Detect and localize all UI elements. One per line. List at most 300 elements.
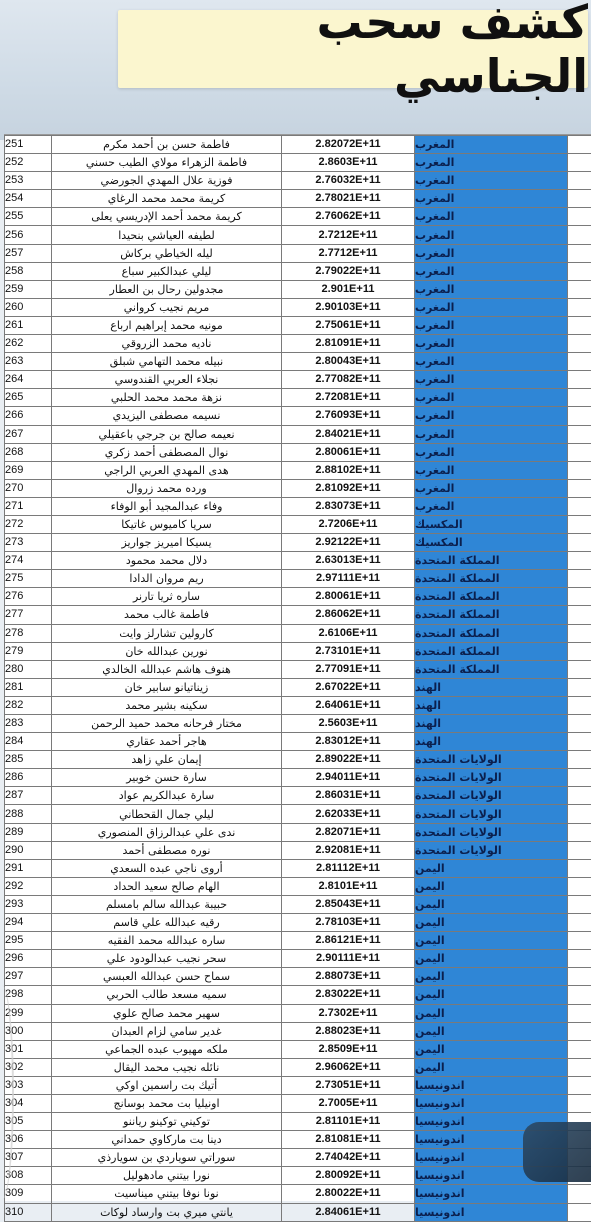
id-number-cell[interactable]: 2.78021E+11 bbox=[282, 190, 415, 208]
empty-cell[interactable] bbox=[568, 678, 591, 696]
name-cell[interactable]: زيناتيانو سابير خان bbox=[52, 678, 282, 696]
row-number-cell[interactable]: 292 bbox=[5, 877, 52, 895]
row-number-cell[interactable]: 284 bbox=[5, 733, 52, 751]
table-row bbox=[5, 389, 591, 407]
name-cell[interactable]: كريمة محمد أحمد الإدريسي يعلى bbox=[52, 208, 282, 226]
empty-cell[interactable] bbox=[568, 660, 591, 678]
name-cell[interactable]: ساره عبدالله محمد الفقيه bbox=[52, 932, 282, 950]
country-cell[interactable]: الولايات المتحدة bbox=[415, 787, 568, 805]
name-cell[interactable]: دلال محمد محمود bbox=[52, 552, 282, 570]
row-number-cell[interactable]: 267 bbox=[5, 425, 52, 443]
country-cell[interactable]: اندونيسيا bbox=[415, 1094, 568, 1112]
row-number-cell[interactable]: 289 bbox=[5, 823, 52, 841]
row-number-cell[interactable]: 263 bbox=[5, 353, 52, 371]
empty-cell[interactable] bbox=[568, 407, 591, 425]
empty-cell[interactable] bbox=[568, 479, 591, 497]
empty-cell[interactable] bbox=[568, 461, 591, 479]
country-cell[interactable]: الهند bbox=[415, 678, 568, 696]
row-number-cell[interactable]: 310 bbox=[5, 1203, 52, 1221]
empty-cell[interactable] bbox=[568, 1022, 591, 1040]
country-cell[interactable]: اليمن bbox=[415, 1058, 568, 1076]
row-number-cell[interactable]: 281 bbox=[5, 678, 52, 696]
country-cell[interactable]: المغرب bbox=[415, 479, 568, 497]
empty-cell[interactable] bbox=[568, 552, 591, 570]
name-cell[interactable]: وفاء عبدالمجيد أبو الوفاء bbox=[52, 497, 282, 515]
name-cell[interactable]: نبيله محمد التهامي شبلق bbox=[52, 353, 282, 371]
id-number-cell[interactable]: 2.77082E+11 bbox=[282, 371, 415, 389]
id-number-cell[interactable]: 2.7005E+11 bbox=[282, 1094, 415, 1112]
id-number-cell[interactable]: 2.62033E+11 bbox=[282, 805, 415, 823]
country-cell[interactable]: الولايات المتحدة bbox=[415, 805, 568, 823]
id-number-cell[interactable]: 2.88102E+11 bbox=[282, 461, 415, 479]
row-number-cell[interactable]: 274 bbox=[5, 552, 52, 570]
name-cell[interactable]: مونيه محمد إبراهيم ارباع bbox=[52, 316, 282, 334]
row-number-cell[interactable]: 282 bbox=[5, 696, 52, 714]
empty-cell[interactable] bbox=[568, 733, 591, 751]
empty-cell[interactable] bbox=[568, 1203, 591, 1221]
empty-cell[interactable] bbox=[568, 715, 591, 733]
row-number-cell[interactable]: 272 bbox=[5, 515, 52, 533]
empty-cell[interactable] bbox=[568, 244, 591, 262]
name-cell[interactable]: كريمة محمد محمد الرغاي bbox=[52, 190, 282, 208]
id-number-cell[interactable]: 2.92081E+11 bbox=[282, 841, 415, 859]
empty-cell[interactable] bbox=[568, 606, 591, 624]
id-number-cell[interactable]: 2.84021E+11 bbox=[282, 425, 415, 443]
empty-cell[interactable] bbox=[568, 877, 591, 895]
name-cell[interactable]: نزهة محمد محمد الحلبي bbox=[52, 389, 282, 407]
row-number-cell[interactable]: 252 bbox=[5, 154, 52, 172]
name-cell[interactable]: سارة حسن خوبير bbox=[52, 769, 282, 787]
name-cell[interactable]: اونيليا بت محمد بوسانج bbox=[52, 1094, 282, 1112]
country-cell[interactable]: المغرب bbox=[415, 443, 568, 461]
empty-cell[interactable] bbox=[568, 389, 591, 407]
country-cell[interactable]: المملكة المتحدة bbox=[415, 624, 568, 642]
empty-cell[interactable] bbox=[568, 787, 591, 805]
empty-cell[interactable] bbox=[568, 208, 591, 226]
country-cell[interactable]: الولايات المتحدة bbox=[415, 841, 568, 859]
country-cell[interactable]: الولايات المتحدة bbox=[415, 751, 568, 769]
row-number-cell[interactable]: 256 bbox=[5, 226, 52, 244]
id-number-cell[interactable]: 2.83073E+11 bbox=[282, 497, 415, 515]
empty-cell[interactable] bbox=[568, 515, 591, 533]
country-cell[interactable]: اندونيسيا bbox=[415, 1167, 568, 1185]
id-number-cell[interactable]: 2.86121E+11 bbox=[282, 932, 415, 950]
id-number-cell[interactable]: 2.96062E+11 bbox=[282, 1058, 415, 1076]
country-cell[interactable]: المغرب bbox=[415, 154, 568, 172]
name-cell[interactable]: رقيه عبدالله علي قاسم bbox=[52, 914, 282, 932]
name-cell[interactable]: نجلاء العربي القندوسي bbox=[52, 371, 282, 389]
country-cell[interactable]: المكسيك bbox=[415, 515, 568, 533]
name-cell[interactable]: مختار فرحانه محمد حميد الرحمن bbox=[52, 715, 282, 733]
row-number-cell[interactable]: 293 bbox=[5, 895, 52, 913]
row-number-cell[interactable]: 279 bbox=[5, 642, 52, 660]
empty-cell[interactable] bbox=[568, 823, 591, 841]
name-cell[interactable]: فاطمة غالب محمد bbox=[52, 606, 282, 624]
country-cell[interactable]: المغرب bbox=[415, 497, 568, 515]
country-cell[interactable]: المغرب bbox=[415, 208, 568, 226]
row-number-cell[interactable]: 280 bbox=[5, 660, 52, 678]
row-number-cell[interactable]: 308 bbox=[5, 1167, 52, 1185]
id-number-cell[interactable]: 2.8509E+11 bbox=[282, 1040, 415, 1058]
row-number-cell[interactable]: 283 bbox=[5, 715, 52, 733]
name-cell[interactable]: ساره ثريا تارنر bbox=[52, 588, 282, 606]
country-cell[interactable]: المغرب bbox=[415, 425, 568, 443]
country-cell[interactable]: الهند bbox=[415, 696, 568, 714]
name-cell[interactable]: نورين عبدالله خان bbox=[52, 642, 282, 660]
id-number-cell[interactable]: 2.80022E+11 bbox=[282, 1185, 415, 1203]
empty-cell[interactable] bbox=[568, 895, 591, 913]
name-cell[interactable]: هنوف هاشم عبدالله الخالدي bbox=[52, 660, 282, 678]
row-number-cell[interactable]: 268 bbox=[5, 443, 52, 461]
id-number-cell[interactable]: 2.81091E+11 bbox=[282, 335, 415, 353]
empty-cell[interactable] bbox=[568, 751, 591, 769]
empty-cell[interactable] bbox=[568, 914, 591, 932]
id-number-cell[interactable]: 2.76093E+11 bbox=[282, 407, 415, 425]
row-number-cell[interactable]: 288 bbox=[5, 805, 52, 823]
row-number-cell[interactable]: 301 bbox=[5, 1040, 52, 1058]
row-number-cell[interactable]: 257 bbox=[5, 244, 52, 262]
row-number-cell[interactable]: 309 bbox=[5, 1185, 52, 1203]
name-cell[interactable]: سحر نجيب عبدالودود علي bbox=[52, 950, 282, 968]
empty-cell[interactable] bbox=[568, 1094, 591, 1112]
empty-cell[interactable] bbox=[568, 534, 591, 552]
id-number-cell[interactable]: 2.94011E+11 bbox=[282, 769, 415, 787]
country-cell[interactable]: اليمن bbox=[415, 914, 568, 932]
country-cell[interactable]: المغرب bbox=[415, 335, 568, 353]
id-number-cell[interactable]: 2.89022E+11 bbox=[282, 751, 415, 769]
row-number-cell[interactable]: 278 bbox=[5, 624, 52, 642]
name-cell[interactable]: أتيك بت راسمين اوكي bbox=[52, 1076, 282, 1094]
row-number-cell[interactable]: 254 bbox=[5, 190, 52, 208]
name-cell[interactable]: ورده محمد زروال bbox=[52, 479, 282, 497]
id-number-cell[interactable]: 2.72081E+11 bbox=[282, 389, 415, 407]
name-cell[interactable]: نورا بيتني مادهوليل bbox=[52, 1167, 282, 1185]
name-cell[interactable]: مجدولين رحال بن العطار bbox=[52, 280, 282, 298]
country-cell[interactable]: اليمن bbox=[415, 932, 568, 950]
id-number-cell[interactable]: 2.80061E+11 bbox=[282, 588, 415, 606]
country-cell[interactable]: اليمن bbox=[415, 1004, 568, 1022]
empty-cell[interactable] bbox=[568, 805, 591, 823]
id-number-cell[interactable]: 2.80092E+11 bbox=[282, 1167, 415, 1185]
name-cell[interactable]: نعيمه صالح بن جرجي باعقيلي bbox=[52, 425, 282, 443]
country-cell[interactable]: المغرب bbox=[415, 172, 568, 190]
row-number-cell[interactable]: 260 bbox=[5, 298, 52, 316]
name-cell[interactable]: فوزية علال المهدي الجورضي bbox=[52, 172, 282, 190]
name-cell[interactable]: ليلي عبدالكبير سباع bbox=[52, 262, 282, 280]
name-cell[interactable]: يسيكا اميريز جواريز bbox=[52, 534, 282, 552]
id-number-cell[interactable]: 2.86031E+11 bbox=[282, 787, 415, 805]
row-number-cell[interactable]: 259 bbox=[5, 280, 52, 298]
name-cell[interactable]: سارة عبدالكريم عواد bbox=[52, 787, 282, 805]
country-cell[interactable]: اليمن bbox=[415, 986, 568, 1004]
empty-cell[interactable] bbox=[568, 190, 591, 208]
id-number-cell[interactable]: 2.97111E+11 bbox=[282, 570, 415, 588]
name-cell[interactable]: نسيمه مصطفى اليزيدي bbox=[52, 407, 282, 425]
empty-cell[interactable] bbox=[568, 642, 591, 660]
row-number-cell[interactable]: 276 bbox=[5, 588, 52, 606]
id-number-cell[interactable]: 2.81112E+11 bbox=[282, 859, 415, 877]
name-cell[interactable]: سميه مسعد طالب الحربي bbox=[52, 986, 282, 1004]
row-number-cell[interactable]: 251 bbox=[5, 136, 52, 154]
row-number-cell[interactable]: 299 bbox=[5, 1004, 52, 1022]
country-cell[interactable]: المغرب bbox=[415, 389, 568, 407]
empty-cell[interactable] bbox=[568, 570, 591, 588]
table-row bbox=[5, 515, 591, 533]
id-number-cell[interactable]: 2.7712E+11 bbox=[282, 244, 415, 262]
row-number-cell[interactable]: 261 bbox=[5, 316, 52, 334]
name-cell[interactable]: يانتي ميري بت وارساد لوكات bbox=[52, 1203, 282, 1221]
country-cell[interactable]: الهند bbox=[415, 715, 568, 733]
id-number-cell[interactable]: 2.7206E+11 bbox=[282, 515, 415, 533]
empty-cell[interactable] bbox=[568, 986, 591, 1004]
country-cell[interactable]: اندونيسيا bbox=[415, 1185, 568, 1203]
country-cell[interactable]: المملكة المتحدة bbox=[415, 606, 568, 624]
id-number-cell[interactable]: 2.6106E+11 bbox=[282, 624, 415, 642]
name-cell[interactable]: ريم مروان الدادا bbox=[52, 570, 282, 588]
row-number-cell[interactable]: 305 bbox=[5, 1113, 52, 1131]
id-number-cell[interactable]: 2.90111E+11 bbox=[282, 950, 415, 968]
country-cell[interactable]: المملكة المتحدة bbox=[415, 642, 568, 660]
name-cell[interactable]: سريا كاميوس غاتيكا bbox=[52, 515, 282, 533]
empty-cell[interactable] bbox=[568, 588, 591, 606]
name-cell[interactable]: هدى المهدي العربي الراجي bbox=[52, 461, 282, 479]
country-cell[interactable]: اليمن bbox=[415, 968, 568, 986]
country-cell[interactable]: اليمن bbox=[415, 950, 568, 968]
country-cell[interactable]: المملكة المتحدة bbox=[415, 570, 568, 588]
name-cell[interactable]: سكينه بشير محمد bbox=[52, 696, 282, 714]
row-number-cell[interactable]: 265 bbox=[5, 389, 52, 407]
country-cell[interactable]: المغرب bbox=[415, 353, 568, 371]
id-number-cell[interactable]: 2.80061E+11 bbox=[282, 443, 415, 461]
empty-cell[interactable] bbox=[568, 371, 591, 389]
empty-cell[interactable] bbox=[568, 298, 591, 316]
empty-cell[interactable] bbox=[568, 262, 591, 280]
country-cell[interactable]: المملكة المتحدة bbox=[415, 552, 568, 570]
row-number-cell[interactable]: 275 bbox=[5, 570, 52, 588]
id-number-cell[interactable]: 2.88023E+11 bbox=[282, 1022, 415, 1040]
id-number-cell[interactable]: 2.81081E+11 bbox=[282, 1131, 415, 1149]
country-cell[interactable]: اندونيسيا bbox=[415, 1131, 568, 1149]
country-cell[interactable]: اليمن bbox=[415, 877, 568, 895]
name-cell[interactable]: أروى ناجي عبده السعدي bbox=[52, 859, 282, 877]
country-cell[interactable]: المغرب bbox=[415, 244, 568, 262]
name-cell[interactable]: مريم نجيب كرواني bbox=[52, 298, 282, 316]
name-cell[interactable]: حبيبة عبدالله سالم بامسلم bbox=[52, 895, 282, 913]
id-number-cell[interactable]: 2.901E+11 bbox=[282, 280, 415, 298]
empty-cell[interactable] bbox=[568, 769, 591, 787]
id-number-cell[interactable]: 2.76032E+11 bbox=[282, 172, 415, 190]
row-number-cell[interactable]: 258 bbox=[5, 262, 52, 280]
row-number-cell[interactable]: 285 bbox=[5, 751, 52, 769]
id-number-cell[interactable]: 2.74042E+11 bbox=[282, 1149, 415, 1167]
id-number-cell[interactable]: 2.8603E+11 bbox=[282, 154, 415, 172]
id-number-cell[interactable]: 2.80043E+11 bbox=[282, 353, 415, 371]
row-number-cell[interactable]: 295 bbox=[5, 932, 52, 950]
name-cell[interactable]: غدير سامي لزام العبدان bbox=[52, 1022, 282, 1040]
empty-cell[interactable] bbox=[568, 1040, 591, 1058]
id-number-cell[interactable]: 2.81092E+11 bbox=[282, 479, 415, 497]
row-number-cell[interactable]: 255 bbox=[5, 208, 52, 226]
empty-cell[interactable] bbox=[568, 859, 591, 877]
id-number-cell[interactable]: 2.5603E+11 bbox=[282, 715, 415, 733]
empty-cell[interactable] bbox=[568, 968, 591, 986]
empty-cell[interactable] bbox=[568, 497, 591, 515]
id-number-cell[interactable]: 2.76062E+11 bbox=[282, 208, 415, 226]
name-cell[interactable]: نائله نجيب محمد اليقال bbox=[52, 1058, 282, 1076]
name-cell[interactable]: نوره مصطفى أحمد bbox=[52, 841, 282, 859]
id-number-cell[interactable]: 2.7302E+11 bbox=[282, 1004, 415, 1022]
id-number-cell[interactable]: 2.63013E+11 bbox=[282, 552, 415, 570]
country-cell[interactable]: المغرب bbox=[415, 262, 568, 280]
id-number-cell[interactable]: 2.86062E+11 bbox=[282, 606, 415, 624]
name-cell[interactable]: سهير محمد صالح علوي bbox=[52, 1004, 282, 1022]
country-cell[interactable]: اندونيسيا bbox=[415, 1113, 568, 1131]
row-number-cell[interactable]: 296 bbox=[5, 950, 52, 968]
empty-cell[interactable] bbox=[568, 932, 591, 950]
name-cell[interactable]: سماح حسن عبدالله العبسي bbox=[52, 968, 282, 986]
id-number-cell[interactable]: 2.77091E+11 bbox=[282, 660, 415, 678]
empty-cell[interactable] bbox=[568, 136, 591, 154]
row-number-cell[interactable]: 298 bbox=[5, 986, 52, 1004]
empty-cell[interactable] bbox=[568, 1004, 591, 1022]
row-number-cell[interactable]: 287 bbox=[5, 787, 52, 805]
id-number-cell[interactable]: 2.82071E+11 bbox=[282, 823, 415, 841]
country-cell[interactable]: اليمن bbox=[415, 859, 568, 877]
empty-cell[interactable] bbox=[568, 154, 591, 172]
name-cell[interactable]: نونا نوفا بيتني ميناسيت bbox=[52, 1185, 282, 1203]
id-number-cell[interactable]: 2.88073E+11 bbox=[282, 968, 415, 986]
id-number-cell[interactable]: 2.84061E+11 bbox=[282, 1203, 415, 1221]
empty-cell[interactable] bbox=[568, 335, 591, 353]
name-cell[interactable]: دينا بت ماركاوي حمداني bbox=[52, 1131, 282, 1149]
country-cell[interactable]: اندونيسيا bbox=[415, 1076, 568, 1094]
row-number-cell[interactable]: 300 bbox=[5, 1022, 52, 1040]
empty-cell[interactable] bbox=[568, 353, 591, 371]
empty-cell[interactable] bbox=[568, 1185, 591, 1203]
row-number-cell[interactable]: 262 bbox=[5, 335, 52, 353]
empty-cell[interactable] bbox=[568, 841, 591, 859]
id-number-cell[interactable]: 2.75061E+11 bbox=[282, 316, 415, 334]
row-number-cell[interactable]: 270 bbox=[5, 479, 52, 497]
empty-cell[interactable] bbox=[568, 624, 591, 642]
name-cell[interactable]: ندى علي عبدالرزاق المنصوري bbox=[52, 823, 282, 841]
country-cell[interactable]: المملكة المتحدة bbox=[415, 660, 568, 678]
empty-cell[interactable] bbox=[568, 280, 591, 298]
name-cell[interactable]: فاطمة حسن بن أحمد مكرم bbox=[52, 136, 282, 154]
id-number-cell[interactable]: 2.81101E+11 bbox=[282, 1113, 415, 1131]
id-number-cell[interactable]: 2.92122E+11 bbox=[282, 534, 415, 552]
country-cell[interactable]: المغرب bbox=[415, 190, 568, 208]
country-cell[interactable]: المملكة المتحدة bbox=[415, 588, 568, 606]
id-number-cell[interactable]: 2.67022E+11 bbox=[282, 678, 415, 696]
id-number-cell[interactable]: 2.83012E+11 bbox=[282, 733, 415, 751]
row-number-cell[interactable]: 302 bbox=[5, 1058, 52, 1076]
row-number-cell[interactable]: 264 bbox=[5, 371, 52, 389]
name-cell[interactable]: ليله الخياطي بركاش bbox=[52, 244, 282, 262]
country-cell[interactable]: المغرب bbox=[415, 461, 568, 479]
table-row bbox=[5, 715, 591, 733]
name-cell[interactable]: ملكه مهيوب عبده الجماعي bbox=[52, 1040, 282, 1058]
name-cell[interactable]: كارولين تشارلز وايت bbox=[52, 624, 282, 642]
row-number-cell[interactable]: 277 bbox=[5, 606, 52, 624]
country-cell[interactable]: المغرب bbox=[415, 371, 568, 389]
name-cell[interactable]: الهام صالح سعيد الحداد bbox=[52, 877, 282, 895]
id-number-cell[interactable]: 2.78103E+11 bbox=[282, 914, 415, 932]
name-cell[interactable]: ليلي جمال القحطاني bbox=[52, 805, 282, 823]
empty-cell[interactable] bbox=[568, 696, 591, 714]
country-cell[interactable]: المغرب bbox=[415, 280, 568, 298]
country-cell[interactable]: اليمن bbox=[415, 895, 568, 913]
name-cell[interactable]: ناديه محمد الزروقي bbox=[52, 335, 282, 353]
row-number-cell[interactable]: 294 bbox=[5, 914, 52, 932]
empty-cell[interactable] bbox=[568, 1058, 591, 1076]
country-cell[interactable]: اليمن bbox=[415, 1040, 568, 1058]
id-number-cell[interactable]: 2.64061E+11 bbox=[282, 696, 415, 714]
empty-cell[interactable] bbox=[568, 950, 591, 968]
empty-cell[interactable] bbox=[568, 226, 591, 244]
country-cell[interactable]: المكسيك bbox=[415, 534, 568, 552]
id-number-cell[interactable]: 2.73101E+11 bbox=[282, 642, 415, 660]
name-cell[interactable]: هاجر أحمد عقاري bbox=[52, 733, 282, 751]
row-number-cell[interactable]: 291 bbox=[5, 859, 52, 877]
row-number-cell[interactable]: 303 bbox=[5, 1076, 52, 1094]
country-cell[interactable]: المغرب bbox=[415, 298, 568, 316]
id-number-cell[interactable]: 2.85043E+11 bbox=[282, 895, 415, 913]
name-cell[interactable]: فاطمة الزهراء مولاي الطيب حسني bbox=[52, 154, 282, 172]
table-row bbox=[5, 262, 591, 280]
id-number-cell[interactable]: 2.82072E+11 bbox=[282, 136, 415, 154]
id-number-cell[interactable]: 2.73051E+11 bbox=[282, 1076, 415, 1094]
empty-cell[interactable] bbox=[568, 316, 591, 334]
country-cell[interactable]: اندونيسيا bbox=[415, 1203, 568, 1221]
row-number-cell[interactable]: 297 bbox=[5, 968, 52, 986]
empty-cell[interactable] bbox=[568, 443, 591, 461]
id-number-cell[interactable]: 2.8101E+11 bbox=[282, 877, 415, 895]
empty-cell[interactable] bbox=[568, 1076, 591, 1094]
id-number-cell[interactable]: 2.7212E+11 bbox=[282, 226, 415, 244]
name-cell[interactable]: إيمان علي زاهد bbox=[52, 751, 282, 769]
id-number-cell[interactable]: 2.83022E+11 bbox=[282, 986, 415, 1004]
name-cell[interactable]: توكيني توكينو رياننو bbox=[52, 1113, 282, 1131]
name-cell[interactable]: نوال المصطفى أحمد زكري bbox=[52, 443, 282, 461]
row-number-cell[interactable]: 266 bbox=[5, 407, 52, 425]
row-number-cell[interactable]: 290 bbox=[5, 841, 52, 859]
country-cell[interactable]: المغرب bbox=[415, 136, 568, 154]
country-cell[interactable]: اليمن bbox=[415, 1022, 568, 1040]
name-cell[interactable]: سوراتي سوياردي بن سويارذي bbox=[52, 1149, 282, 1167]
row-number-cell[interactable]: 304 bbox=[5, 1094, 52, 1112]
row-number-cell[interactable]: 273 bbox=[5, 534, 52, 552]
country-cell[interactable]: الهند bbox=[415, 733, 568, 751]
country-cell[interactable]: المغرب bbox=[415, 226, 568, 244]
empty-cell[interactable] bbox=[568, 172, 591, 190]
id-number-cell[interactable]: 2.90103E+11 bbox=[282, 298, 415, 316]
name-cell[interactable]: لطيفه العياشي بنحيدا bbox=[52, 226, 282, 244]
row-number-cell[interactable]: 269 bbox=[5, 461, 52, 479]
row-number-cell[interactable]: 271 bbox=[5, 497, 52, 515]
id-number-cell[interactable]: 2.79022E+11 bbox=[282, 262, 415, 280]
country-cell[interactable]: الولايات المتحدة bbox=[415, 823, 568, 841]
country-cell[interactable]: المغرب bbox=[415, 316, 568, 334]
row-number-cell[interactable]: 253 bbox=[5, 172, 52, 190]
country-cell[interactable]: المغرب bbox=[415, 407, 568, 425]
country-cell[interactable]: اندونيسيا bbox=[415, 1149, 568, 1167]
country-cell[interactable]: الولايات المتحدة bbox=[415, 769, 568, 787]
row-number-cell[interactable]: 306 bbox=[5, 1131, 52, 1149]
row-number-cell[interactable]: 307 bbox=[5, 1149, 52, 1167]
empty-cell[interactable] bbox=[568, 425, 591, 443]
row-number-cell[interactable]: 286 bbox=[5, 769, 52, 787]
